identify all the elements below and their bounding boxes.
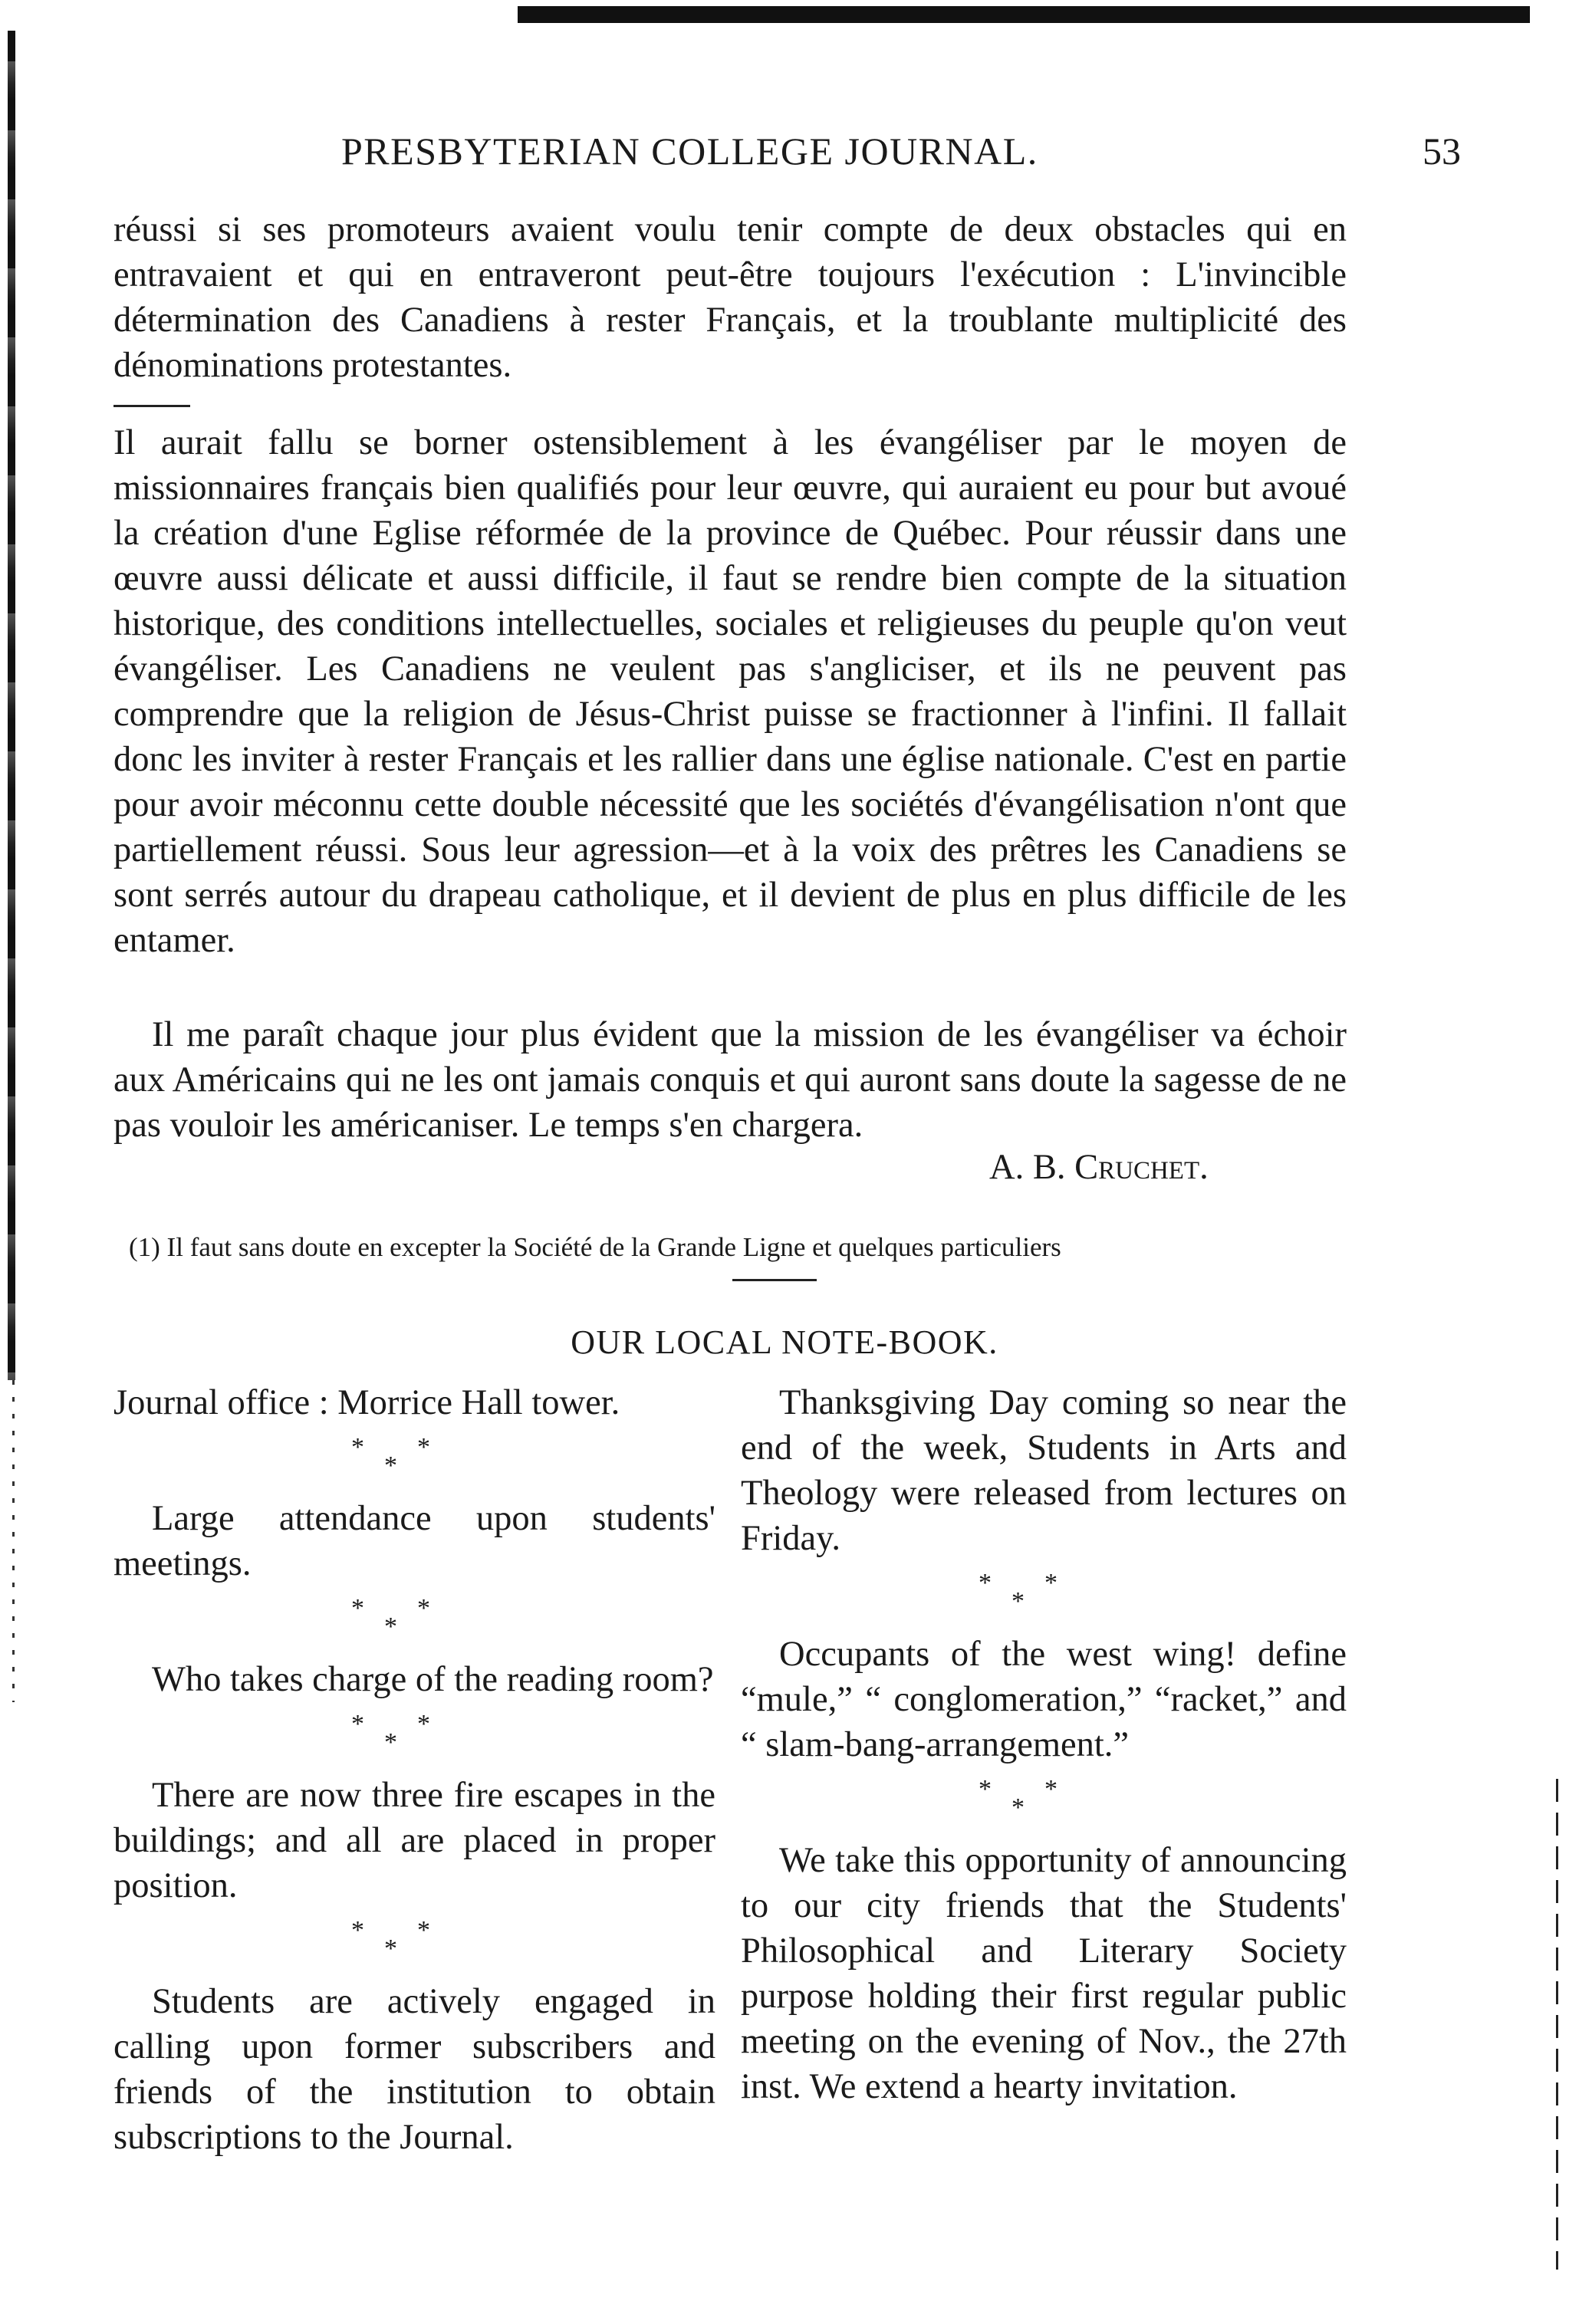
asterism-divider <box>113 1908 715 1979</box>
asterism-divider <box>113 1425 715 1496</box>
asterisk: * <box>1044 1775 1058 1803</box>
section-divider <box>732 1279 817 1281</box>
paragraph-divider <box>113 405 190 407</box>
paragraph-text: Il me paraît chaque jour plus évident que la mission de les évangéliser va échoir aux Américains qui ne les ont jamais conquis et qui auront sans doute la sagesse de ne pas vouloir les américaniser. Le temps s'en chargera. <box>113 1015 1347 1145</box>
note-item: Journal office : Morrice Hall tower. <box>113 1383 620 1422</box>
notes-column-right <box>741 1380 1347 2109</box>
asterisk: * <box>384 1934 397 1963</box>
asterisk: * <box>417 1916 430 1944</box>
asterisk: * <box>1044 1569 1058 1597</box>
paragraph-text: réussi si ses promoteurs avaient voulu tenir compte de deux obstacles qui en entravaient et qui en entraveront peut-être toujours l'exécution : L'invincible détermination des Canadiens à rester Français, et la troublante multiplicité des dénominations protestantes. <box>113 210 1347 385</box>
asterisk: * <box>417 1594 430 1622</box>
asterisk: * <box>384 1451 397 1480</box>
note-item: Large attendance upon students' meetings. <box>113 1499 715 1583</box>
asterisk: * <box>979 1569 992 1597</box>
asterisk: * <box>1011 1793 1025 1822</box>
section-title: OUR LOCAL NOTE-BOOK. <box>571 1323 998 1361</box>
asterisk: * <box>417 1710 430 1738</box>
note-item: Who takes charge of the reading room? <box>152 1660 714 1699</box>
page-number: 53 <box>1423 130 1461 173</box>
asterisk: * <box>417 1433 430 1461</box>
note-item: Students are actively engaged in calling upon former subscribers and friends of the institution to obtain subscriptions to the Journal. <box>113 1982 715 2157</box>
asterisk: * <box>1011 1587 1025 1616</box>
article-paragraph-1 <box>113 207 1347 388</box>
author-signature: A. B. Cruchet. <box>989 1148 1209 1187</box>
scan-left-edge-marks <box>12 1380 15 1702</box>
asterisk: * <box>979 1775 992 1803</box>
note-item: There are now three fire escapes in the buildings; and all are placed in proper position. <box>113 1776 715 1905</box>
scan-right-edge <box>1556 1779 1558 2270</box>
asterism-divider <box>113 1702 715 1773</box>
asterism-divider <box>113 1586 715 1657</box>
note-item: Occupants of the west wing! define “mule,” “ conglomeration,” “racket,” and “ slam-bang-arrangement.” <box>741 1635 1347 1764</box>
asterism-divider <box>741 1767 1347 1838</box>
asterisk: * <box>351 1433 364 1461</box>
scan-top-rule <box>518 6 1530 23</box>
article-paragraph-3 <box>113 1012 1347 1148</box>
note-item: Thanksgiving Day coming so near the end of the week, Students in Arts and Theology were released from lectures on Friday. <box>741 1383 1347 1558</box>
note-item: We take this opportunity of announcing to our city friends that the Students' Philosophical and Literary Society purpose holding their first regular public meeting on the evening of Nov., the 27th inst. We extend a hearty invitation. <box>741 1841 1347 2106</box>
paragraph-text: Il aurait fallu se borner ostensiblement à les évangéliser par le moyen de missionnaires français bien qualifiés pour leur œuvre, qui auraient eu pour but avoué la création d'une Eglise réformée de la province de Québec. Pour réussir dans une œuvre aussi délicate et aussi difficile, il faut se rendre bien compte de la situation historique, des conditions intellectuelles, sociales et religieuses du peuple qu'on veut évangéliser. Les Canadiens ne veulent pas s'angliciser, et ils ne peuvent pas comprendre que la religion de Jésus-Christ puisse se fractionner à l'infini. Il fallait donc les inviter à rester Français et les rallier dans une église nationale. C'est en partie pour avoir méconnu cette double nécessité que les sociétés d'évangélisation n'ont que partiellement réussi. Sous leur agression—et à la voix des prêtres les Canadiens se sont serrés autour du drapeau catholique, et il devient de plus en plus difficile de les entamer. <box>113 423 1347 960</box>
asterisk: * <box>384 1612 397 1641</box>
running-head <box>0 129 1569 182</box>
notes-column-left <box>113 1380 715 2160</box>
asterisk: * <box>384 1728 397 1757</box>
article-paragraph-2 <box>113 420 1347 963</box>
scan-left-edge <box>8 31 15 1380</box>
journal-title: PRESBYTERIAN COLLEGE JOURNAL. <box>341 130 1038 173</box>
footnote: (1) Il faut sans doute en excepter la Société de la Grande Ligne et quelques particuliers <box>129 1232 1061 1262</box>
asterisk: * <box>351 1916 364 1944</box>
asterism-divider <box>741 1561 1347 1632</box>
asterisk: * <box>351 1710 364 1738</box>
asterisk: * <box>351 1594 364 1622</box>
